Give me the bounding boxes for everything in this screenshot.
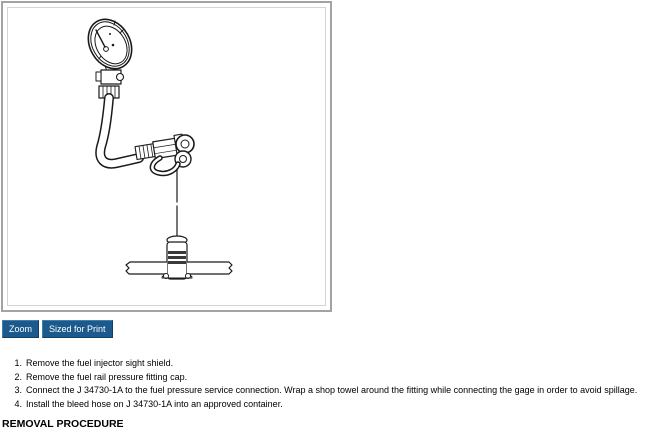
step-text: Remove the fuel rail pressure fitting cap.: [26, 371, 188, 382]
step-1: [0, 357, 650, 371]
fuel-pressure-gage-drawing: [8, 8, 325, 305]
step-text: Install the bleed hose on J 34730-1A into an approved container.: [26, 398, 283, 409]
step-3: [0, 384, 650, 398]
figure-toolbar: [2, 320, 113, 338]
step-number: 2.: [14, 371, 22, 382]
removal-procedure-heading: REMOVAL PROCEDURE: [2, 418, 124, 430]
step-number: 4.: [14, 398, 22, 409]
figure-image: [7, 7, 326, 306]
step-4: [0, 398, 650, 412]
sized-for-print-button[interactable]: Sized for Print: [42, 320, 113, 338]
step-number: 3.: [14, 385, 22, 395]
step-number: 1.: [14, 358, 22, 368]
step-text: Remove the fuel injector sight shield.: [26, 358, 174, 368]
zoom-button[interactable]: Zoom: [2, 320, 39, 338]
instruction-steps: [0, 357, 650, 411]
step-2: [0, 371, 650, 385]
figure-frame: [1, 1, 332, 312]
step-text: Connect the J 34730-1A to the fuel pressure service connection. Wrap a shop towel around the fitting while connecting the gage in order to avoid spillage.: [26, 385, 638, 395]
